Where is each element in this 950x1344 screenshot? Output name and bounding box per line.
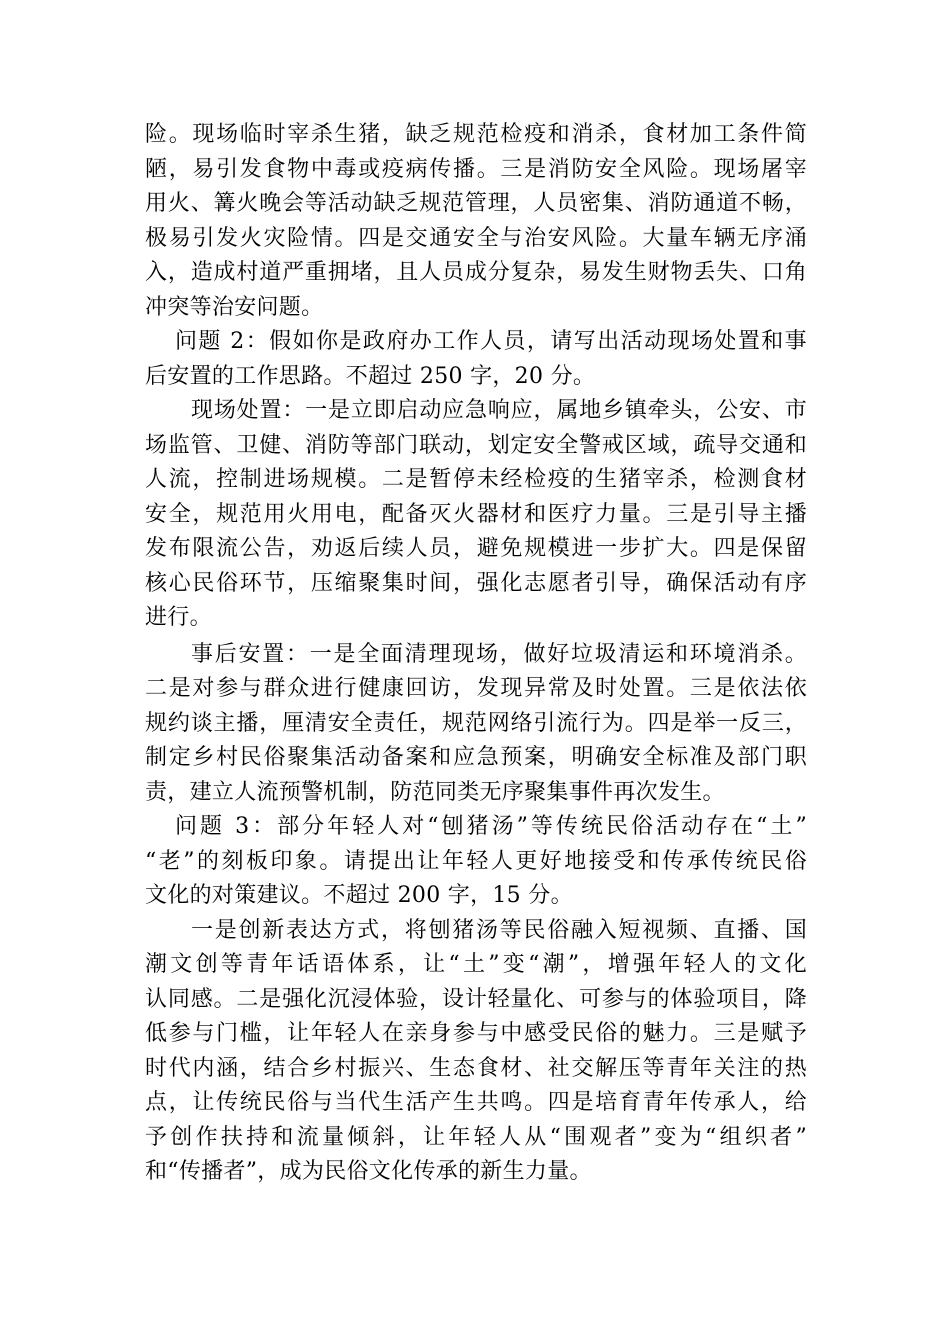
text-line: 和“传播者”，成为民俗文化传承的新生力量。 bbox=[145, 1159, 592, 1184]
text-line: 场监管、卫健、消防等部门联动，划定安全警戒区域，疏导交通和 bbox=[145, 432, 807, 458]
text-line: 潮文创等青年话语体系，让“土”变“潮”，增强年轻人的文化 bbox=[145, 952, 807, 977]
text-line: 进行。 bbox=[145, 605, 212, 630]
paragraph-risks-continued bbox=[145, 118, 807, 325]
question-2 bbox=[145, 325, 807, 394]
text-line: 事后安置：一是全面清理现场，做好垃圾清运和环境消杀。 bbox=[191, 641, 807, 667]
text-line: 时代内涵，结合乡村振兴、生态食材、社交解压等青年关注的热 bbox=[145, 1055, 807, 1081]
text-line: 低参与门槛，让年轻人在亲身参与中感受民俗的魅力。三是赋予 bbox=[145, 1021, 807, 1046]
text-line: 一是创新表达方式，将刨猪汤等民俗融入短视频、直播、国 bbox=[191, 917, 807, 943]
question-line: 问题 3：部分年轻人对“刨猪汤”等传统民俗活动存在“土” bbox=[175, 814, 807, 839]
text-line: 现场处置：一是立即启动应急响应，属地乡镇牵头，公安、市 bbox=[191, 398, 807, 423]
text-line: 二是对参与群众进行健康回访，发现异常及时处置。三是依法依 bbox=[145, 676, 807, 701]
question-line: 问题 2：假如你是政府办工作人员，请写出活动现场处置和事 bbox=[175, 329, 807, 354]
text-line: 发布限流公告，劝返后续人员，避免规模进一步扩大。四是保留 bbox=[145, 536, 807, 561]
paragraph-onsite-handling bbox=[145, 394, 807, 636]
question-line: 后安置的工作思路。不超过 250 字，20 分。 bbox=[145, 363, 596, 389]
text-line: 点，让传统民俗与当代生活产生共鸣。四是培育青年传承人，给 bbox=[145, 1090, 807, 1115]
text-line: 入，造成村道严重拥堵，且人员成分复杂，易发生财物丢失、口角 bbox=[145, 260, 807, 285]
paragraph-youth-suggestions bbox=[145, 914, 807, 1190]
document-page bbox=[145, 118, 807, 1190]
text-line: 险。现场临时宰杀生猪，缺乏规范检疫和消杀，食材加工条件简 bbox=[145, 122, 807, 147]
text-line: 冲突等治安问题。 bbox=[145, 294, 324, 320]
text-line: 安全，规范用火用电，配备灭火器材和医疗力量。三是引导主播 bbox=[145, 501, 807, 527]
text-line: 人流，控制进场规模。二是暂停未经检疫的生猪宰杀，检测食材 bbox=[145, 467, 807, 492]
question-3 bbox=[145, 810, 807, 914]
text-line: 予创作扶持和流量倾斜，让年轻人从“围观者”变为“组织者” bbox=[145, 1124, 807, 1150]
text-line: 责，建立人流预警机制，防范同类无序聚集事件再次发生。 bbox=[145, 779, 725, 805]
text-line: 认同感。二是强化沉浸体验，设计轻量化、可参与的体验项目，降 bbox=[145, 986, 807, 1012]
text-line: 制定乡村民俗聚集活动备案和应急预案，明确安全标准及部门职 bbox=[145, 745, 807, 770]
paragraph-aftermath bbox=[145, 638, 807, 811]
text-line: 用火、篝火晚会等活动缺乏规范管理，人员密集、消防通道不畅， bbox=[145, 191, 807, 216]
question-line: “老”的刻板印象。请提出让年轻人更好地接受和传承传统民俗 bbox=[145, 848, 807, 874]
text-line: 规约谈主播，厘清安全责任，规范网络引流行为。四是举一反三， bbox=[145, 710, 807, 736]
text-line: 核心民俗环节，压缩聚集时间，强化志愿者引导，确保活动有序 bbox=[145, 570, 807, 596]
question-line: 文化的对策建议。不超过 200 字，15 分。 bbox=[145, 883, 573, 908]
text-line: 极易引发火灾险情。四是交通安全与治安风险。大量车辆无序涌 bbox=[145, 225, 807, 251]
text-line: 陋，易引发食物中毒或疫病传播。三是消防安全风险。现场屠宰 bbox=[145, 156, 807, 182]
